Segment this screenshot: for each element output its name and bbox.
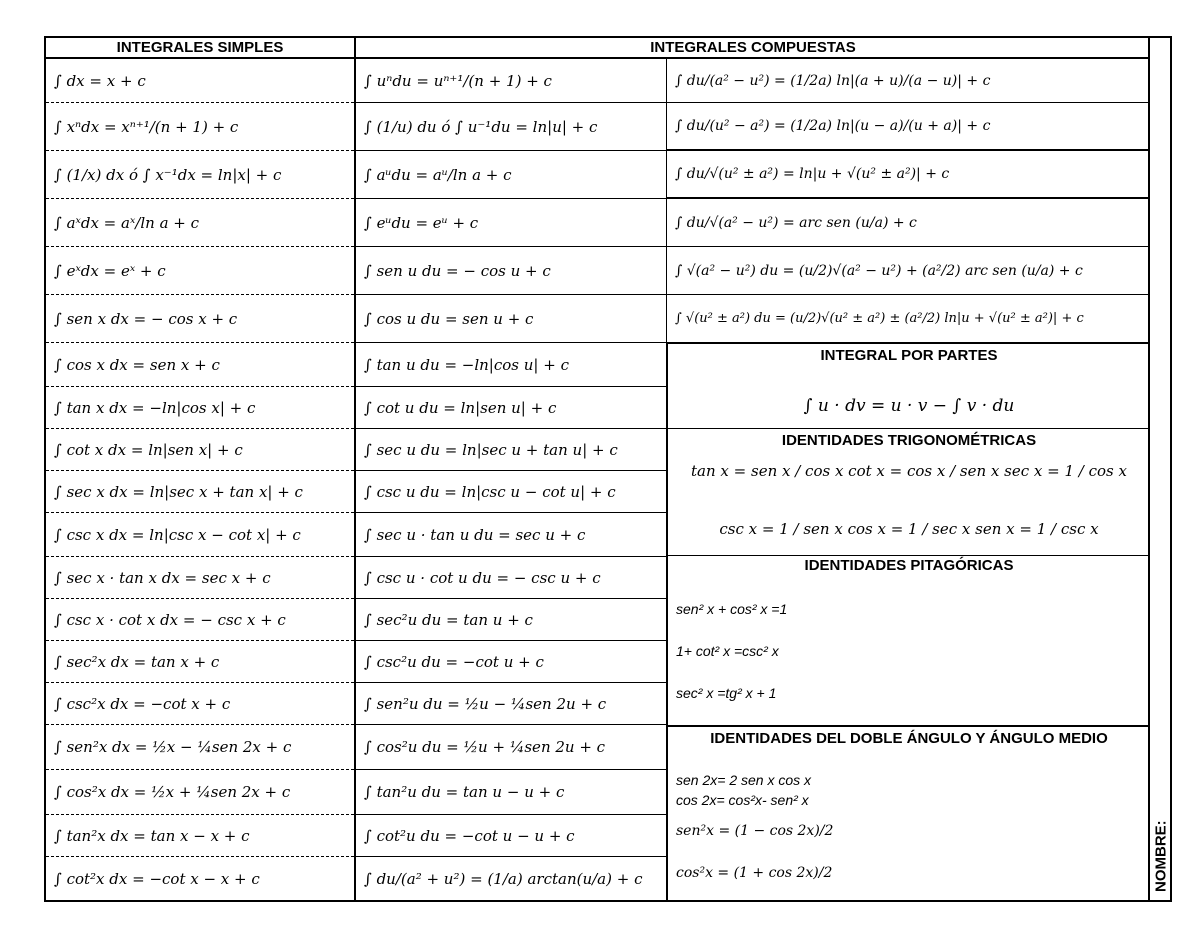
simple-integral-row: ∫ tan²x dx = tan x − x + c [46,815,354,857]
compound-integral-row: ∫ eᵘdu = eᵘ + c [356,199,666,247]
partes-rule [668,428,1148,429]
special-integral-row: ∫ du/√(a² − u²) = arc sen (u/a) + c [667,199,1148,247]
compound-integral-row: ∫ tan²u du = tan u − u + c [356,770,666,815]
header-integrales-simples: INTEGRALES SIMPLES [116,39,284,56]
special-integral-row: ∫ du/(a² − u²) = (1/2a) ln|(a + u)/(a − u)| + c [667,59,1148,103]
simple-integral-row: ∫ sec x dx = ln|sec x + tan x| + c [46,471,354,513]
simple-integral-row: ∫ xⁿdx = xⁿ⁺¹/(n + 1) + c [46,103,354,151]
simple-integral-row: ∫ cos²x dx = ½x + ¼sen 2x + c [46,770,354,815]
simple-integral-row: ∫ csc x · cot x dx = − csc x + c [46,599,354,641]
formula-sheet [44,36,1172,902]
compound-integral-row: ∫ tan u du = −ln|cos u| + c [356,343,666,387]
simple-integral-row: ∫ aˣdx = aˣ/ln a + c [46,199,354,247]
pitagoricas-item: 1+ cot² x =csc² x [676,643,779,659]
simple-integral-row: ∫ sec x · tan x dx = sec x + c [46,557,354,599]
simple-integral-row: ∫ cot x dx = ln|sen x| + c [46,429,354,471]
trig-line-2: csc x = 1 / sen x cos x = 1 / sec x sen x = 1 / csc x [719,520,1099,538]
doble-title: IDENTIDADES DEL DOBLE ÁNGULO Y ÁNGULO MEDIO [710,730,1108,747]
pitagoricas-rule [668,725,1148,727]
partes-formula: ∫ u · dv = u · v − ∫ v · du [803,396,1015,416]
special-integral-row: ∫ √(a² − u²) du = (u/2)√(a² − u²) + (a²/2) arc sen (u/a) + c [667,247,1148,295]
doble-formula: sen²x = (1 − cos 2x)/2 [676,823,834,839]
trig-line-1: tan x = sen x / cos x cot x = cos x / sen x sec x = 1 / cos x [691,462,1127,480]
special-integral-row: ∫ √(u² ± a²) du = (u/2)√(u² ± a²) ± (a²/2) ln|u + √(u² ± a²)| + c [667,295,1148,344]
compound-integral-row: ∫ sec²u du = tan u + c [356,599,666,641]
simple-integral-row: ∫ cot²x dx = −cot x − x + c [54,869,260,888]
compound-integral-row: ∫ csc u du = ln|csc u − cot u| + c [356,471,666,513]
compound-integral-row: ∫ cos²u du = ½u + ¼sen 2u + c [356,725,666,770]
pitagoricas-title: IDENTIDADES PITAGÓRICAS [804,557,1014,574]
compound-integral-row: ∫ aᵘdu = aᵘ/ln a + c [356,151,666,199]
header-integrales-compuestas: INTEGRALES COMPUESTAS [650,39,856,56]
simple-integral-row: ∫ tan x dx = −ln|cos x| + c [46,387,354,429]
simple-integral-row: ∫ sen²x dx = ½x − ¼sen 2x + c [46,725,354,770]
compound-integral-row: ∫ cot²u du = −cot u − u + c [356,815,666,857]
simple-integral-row: ∫ sec²x dx = tan x + c [46,641,354,683]
doble-formula: cos²x = (1 + cos 2x)/2 [676,865,833,881]
doble-item: sen 2x= 2 sen x cos x [676,772,812,788]
doble-item: cos 2x= cos²x- sen² x [676,792,809,808]
trig-title: IDENTIDADES TRIGONOMÉTRICAS [781,432,1037,449]
special-integral-row: ∫ du/(u² − a²) = (1/2a) ln|(u − a)/(u + a)| + c [667,103,1148,151]
compound-integral-row: ∫ uⁿdu = uⁿ⁺¹/(n + 1) + c [356,59,666,103]
simple-integral-row: ∫ csc x dx = ln|csc x − cot x| + c [46,513,354,557]
compound-integral-row: ∫ cos u du = sen u + c [356,295,666,343]
pitagoricas-item: sec² x =tg² x + 1 [676,685,777,701]
trig-rule [668,555,1148,556]
simple-integral-row: ∫ sen x dx = − cos x + c [46,295,354,343]
simple-integral-row: ∫ csc²x dx = −cot x + c [46,683,354,725]
compound-integral-row: ∫ sec u du = ln|sec u + tan u| + c [356,429,666,471]
partes-title: INTEGRAL POR PARTES [820,347,998,364]
compound-integral-row: ∫ sen²u du = ½u − ¼sen 2u + c [356,683,666,725]
nombre-strip[interactable] [1150,38,1172,900]
special-integral-row: ∫ du/√(u² ± a²) = ln|u + √(u² ± a²)| + c [667,151,1148,199]
simple-integral-row: ∫ (1/x) dx ó ∫ x⁻¹dx = ln|x| + c [46,151,354,199]
simple-integral-row: ∫ eˣdx = eˣ + c [46,247,354,295]
compound-integral-row: ∫ sen u du = − cos u + c [356,247,666,295]
compound-integral-row: ∫ (1/u) du ó ∫ u⁻¹du = ln|u| + c [356,103,666,151]
compound-integral-row: ∫ cot u du = ln|sen u| + c [356,387,666,429]
nombre-label: NOMBRE: [1152,820,1170,892]
compound-integral-row: ∫ du/(a² + u²) = (1/a) arctan(u/a) + c [364,869,643,888]
compound-integral-row: ∫ csc u · cot u du = − csc u + c [356,557,666,599]
simple-integral-row: ∫ dx = x + c [46,59,354,103]
simple-integral-row: ∫ cos x dx = sen x + c [46,343,354,387]
pitagoricas-item: sen² x + cos² x =1 [676,601,788,617]
compound-integral-row: ∫ sec u · tan u du = sec u + c [356,513,666,557]
compound-integral-row: ∫ csc²u du = −cot u + c [356,641,666,683]
